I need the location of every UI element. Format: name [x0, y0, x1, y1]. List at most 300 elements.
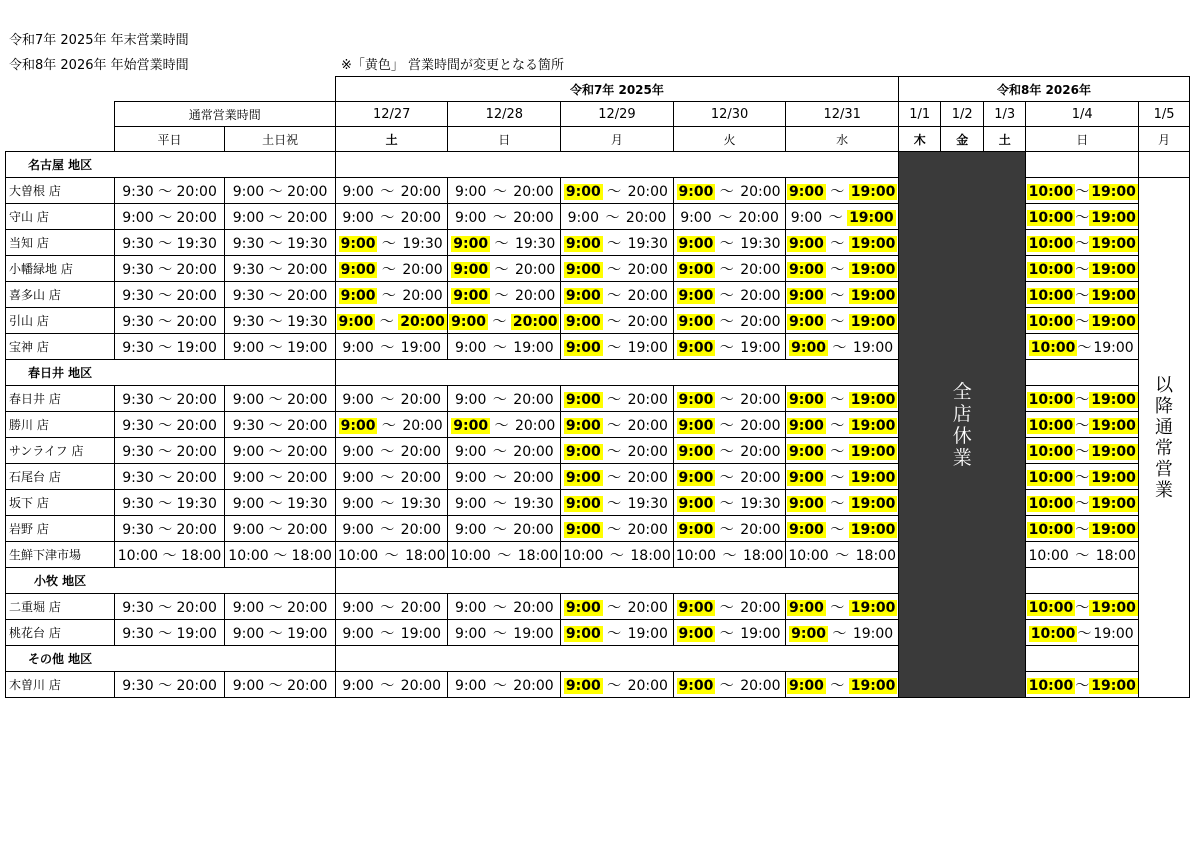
close-time: 19:00	[850, 417, 896, 434]
hours-cell	[786, 308, 899, 334]
separator: ～	[375, 313, 399, 330]
separator: ～	[830, 547, 854, 564]
title-new-year: 令和8年 2026年 年始営業時間	[9, 58, 189, 73]
hours-cell	[786, 204, 899, 230]
separator: ～	[1075, 443, 1090, 460]
open-time: 9:00	[453, 417, 489, 434]
hours-cell	[673, 412, 786, 438]
open-time: 10:00	[1028, 313, 1074, 330]
open-time: 9:00	[678, 443, 714, 460]
hours-cell	[1026, 334, 1139, 360]
open-time: 9:00	[454, 469, 487, 486]
hours-cell	[335, 464, 448, 490]
separator: ～	[715, 313, 739, 330]
hours-cell	[561, 230, 674, 256]
weekday-hours: 9:30 ～ 20:00	[114, 178, 225, 204]
open-time: 9:00	[342, 495, 374, 512]
hours-cell	[1026, 464, 1139, 490]
hours-cell	[786, 438, 899, 464]
separator: ～	[375, 183, 399, 200]
weekend-hours: 9:30 ～ 20:00	[225, 412, 336, 438]
open-time: 9:00	[340, 261, 376, 278]
separator: ～	[825, 391, 849, 408]
close-time: 19:00	[1091, 261, 1136, 278]
weekday-hours: 9:30 ～ 20:00	[114, 464, 225, 490]
close-time: 20:00	[513, 677, 554, 694]
separator: ～	[715, 521, 739, 538]
hours-cell	[561, 308, 674, 334]
separator: ～	[715, 677, 739, 694]
open-time: 9:00	[789, 235, 824, 252]
separator: ～	[602, 677, 626, 694]
close-time: 19:00	[850, 183, 896, 200]
separator: ～	[375, 469, 399, 486]
open-time: 9:00	[565, 495, 601, 512]
weekday-hours: 9:30 ～ 20:00	[114, 256, 225, 282]
hours-cell	[335, 542, 448, 568]
hours-cell	[673, 672, 786, 698]
separator: ～	[715, 339, 739, 356]
separator: ～	[827, 625, 851, 642]
open-time: 9:00	[565, 677, 601, 694]
open-time: 9:00	[678, 521, 714, 538]
separator: ～	[715, 235, 739, 252]
open-time: 10:00	[1028, 417, 1074, 434]
separator: ～	[715, 495, 739, 512]
close-time: 20:00	[740, 287, 781, 304]
hours-cell	[335, 516, 448, 542]
date-header: 1/5	[1139, 102, 1190, 127]
date-header: 12/27	[335, 102, 448, 127]
open-time: 9:00	[678, 313, 714, 330]
weekday-hours: 9:30 ～ 19:30	[114, 490, 225, 516]
closed-label: 全店休業	[952, 380, 972, 469]
hours-cell	[448, 412, 561, 438]
close-time: 20:00	[738, 209, 779, 226]
close-time: 19:00	[627, 339, 668, 356]
close-time: 19:00	[849, 209, 894, 226]
hours-cell	[1026, 386, 1139, 412]
close-time: 19:00	[1091, 209, 1136, 226]
hours-cell	[786, 594, 899, 620]
separator: ～	[488, 183, 512, 200]
weekend-hours: 9:00 ～ 19:00	[225, 620, 336, 646]
open-time: 9:00	[342, 443, 374, 460]
open-time: 9:00	[453, 287, 489, 304]
separator: ～	[375, 443, 399, 460]
separator: ～	[487, 313, 511, 330]
hours-cell	[1026, 672, 1139, 698]
weekend-hours: 9:00 ～ 20:00	[225, 464, 336, 490]
separator: ～	[375, 677, 399, 694]
separator: ～	[605, 547, 629, 564]
close-time: 20:00	[740, 417, 781, 434]
hours-cell	[335, 230, 448, 256]
separator: ～	[825, 495, 849, 512]
separator: ～	[488, 677, 512, 694]
open-time: 9:00	[338, 313, 374, 330]
separator: ～	[488, 521, 512, 538]
separator: ～	[602, 313, 626, 330]
hours-cell	[448, 256, 561, 282]
hours-cell	[673, 464, 786, 490]
weekday-header: 平日	[114, 127, 225, 152]
weekday-hours: 9:30 ～ 20:00	[114, 594, 225, 620]
open-time: 10:00	[1028, 391, 1074, 408]
close-time: 19:00	[1093, 339, 1134, 356]
close-time: 20:00	[400, 469, 442, 486]
close-time: 20:00	[513, 183, 554, 200]
separator: ～	[488, 599, 512, 616]
separator: ～	[375, 599, 399, 616]
close-time: 19:00	[1091, 443, 1136, 460]
close-time: 20:00	[627, 599, 668, 616]
open-time: 10:00	[788, 547, 829, 564]
open-time: 9:00	[789, 521, 824, 538]
hours-cell	[786, 412, 899, 438]
open-time: 10:00	[1028, 599, 1074, 616]
normal-hours-header: 通常営業時間	[114, 102, 335, 127]
hours-cell	[673, 282, 786, 308]
close-time: 19:00	[850, 391, 896, 408]
close-time: 20:00	[400, 313, 445, 330]
hours-cell	[561, 516, 674, 542]
separator: ～	[715, 417, 739, 434]
open-time: 9:00	[565, 469, 601, 486]
close-time: 20:00	[627, 677, 668, 694]
separator: ～	[490, 261, 513, 278]
close-time: 20:00	[513, 521, 554, 538]
open-time: 9:00	[342, 469, 374, 486]
hours-cell	[1026, 542, 1139, 568]
hours-cell	[448, 620, 561, 646]
hours-cell	[561, 386, 674, 412]
close-time: 19:00	[850, 235, 896, 252]
close-time: 19:00	[850, 261, 896, 278]
separator: ～	[375, 625, 399, 642]
store-name: 石尾台 店	[6, 464, 115, 490]
separator: ～	[602, 183, 626, 200]
open-time: 9:00	[454, 183, 487, 200]
separator: ～	[602, 339, 626, 356]
separator: ～	[488, 469, 512, 486]
hours-cell	[448, 386, 561, 412]
region-label: 春日井 地区	[6, 360, 336, 386]
hours-cell	[561, 178, 674, 204]
close-time: 20:00	[402, 261, 443, 278]
day-header: 土	[335, 127, 448, 152]
close-time: 20:00	[627, 183, 668, 200]
open-time: 9:00	[565, 417, 601, 434]
weekday-hours: 9:30 ～ 20:00	[114, 282, 225, 308]
year-2026-header: 令和8年 2026年	[898, 77, 1189, 102]
hours-cell	[673, 230, 786, 256]
close-time: 19:30	[514, 235, 556, 252]
close-time: 20:00	[740, 677, 781, 694]
weekend-hours: 9:00 ～ 20:00	[225, 516, 336, 542]
store-name: 喜多山 店	[6, 282, 115, 308]
open-time: 10:00	[1028, 495, 1074, 512]
open-time: 9:00	[789, 443, 824, 460]
close-time: 19:00	[1091, 521, 1136, 538]
open-time: 9:00	[342, 521, 374, 538]
separator: ～	[375, 209, 399, 226]
open-time: 10:00	[1028, 209, 1074, 226]
open-time: 9:00	[454, 391, 487, 408]
separator: ～	[490, 417, 513, 434]
separator: ～	[1075, 469, 1090, 486]
hours-cell	[561, 438, 674, 464]
close-time: 20:00	[400, 599, 442, 616]
separator: ～	[490, 235, 513, 252]
open-time: 9:00	[567, 209, 600, 226]
separator: ～	[601, 209, 624, 226]
hours-cell	[1026, 178, 1139, 204]
open-time: 9:00	[454, 625, 487, 642]
close-time: 20:00	[740, 443, 781, 460]
weekday-hours: 10:00 ～ 18:00	[114, 542, 225, 568]
store-name: 宝神 店	[6, 334, 115, 360]
weekend-hours: 9:00 ～ 19:00	[225, 334, 336, 360]
open-time: 10:00	[337, 547, 379, 564]
separator: ～	[488, 495, 512, 512]
close-time: 19:00	[1093, 625, 1134, 642]
close-time: 19:00	[852, 625, 894, 642]
close-time: 20:00	[627, 391, 668, 408]
hours-cell	[786, 490, 899, 516]
hours-cell	[448, 594, 561, 620]
store-name: 桃花台 店	[6, 620, 115, 646]
hours-cell	[335, 256, 448, 282]
open-time: 9:00	[678, 625, 714, 642]
separator: ～	[1075, 313, 1090, 330]
close-time: 18:00	[517, 547, 559, 564]
close-time: 20:00	[740, 261, 781, 278]
open-time: 10:00	[1030, 625, 1076, 642]
close-time: 20:00	[627, 261, 668, 278]
open-time: 9:00	[789, 313, 824, 330]
hours-cell	[1026, 412, 1139, 438]
separator: ～	[715, 599, 739, 616]
separator: ～	[488, 625, 512, 642]
hours-cell	[335, 490, 448, 516]
hours-cell	[561, 620, 674, 646]
close-time: 20:00	[627, 287, 668, 304]
highlight-note: ※「黄色」 営業時間が変更となる箇所	[341, 58, 565, 73]
close-time: 19:00	[1091, 677, 1136, 694]
hours-cell	[786, 542, 899, 568]
open-time: 9:00	[342, 599, 374, 616]
separator: ～	[602, 599, 626, 616]
close-time: 19:00	[513, 625, 554, 642]
open-time: 9:00	[454, 677, 487, 694]
open-time: 9:00	[678, 599, 714, 616]
separator: ～	[825, 183, 849, 200]
close-time: 18:00	[630, 547, 671, 564]
separator: ～	[602, 469, 626, 486]
separator: ～	[1075, 209, 1090, 226]
weekend-hours: 9:30 ～ 19:30	[225, 308, 336, 334]
open-time: 9:00	[453, 261, 489, 278]
hours-cell	[335, 594, 448, 620]
hours-cell	[1026, 256, 1139, 282]
open-time: 10:00	[450, 547, 491, 564]
open-time: 10:00	[1028, 235, 1074, 252]
close-time: 20:00	[402, 287, 443, 304]
open-time: 10:00	[1028, 521, 1074, 538]
open-time: 10:00	[1028, 547, 1069, 564]
hours-cell	[448, 516, 561, 542]
open-time: 9:00	[565, 261, 601, 278]
close-time: 20:00	[513, 469, 554, 486]
separator: ～	[1070, 547, 1094, 564]
close-time: 20:00	[627, 469, 668, 486]
open-time: 9:00	[565, 443, 601, 460]
open-time: 9:00	[789, 677, 824, 694]
hours-cell	[1026, 620, 1139, 646]
close-time: 19:00	[740, 339, 781, 356]
hours-cell	[673, 620, 786, 646]
date-header: 12/30	[673, 102, 786, 127]
open-time: 9:00	[678, 495, 714, 512]
open-time: 9:00	[678, 183, 714, 200]
hours-cell	[561, 282, 674, 308]
close-time: 19:00	[850, 469, 896, 486]
hours-cell	[448, 230, 561, 256]
separator: ～	[1075, 521, 1090, 538]
open-time: 9:00	[789, 469, 824, 486]
hours-cell	[335, 672, 448, 698]
date-header: 12/31	[786, 102, 899, 127]
hours-cell	[786, 386, 899, 412]
open-time: 9:00	[789, 183, 824, 200]
close-time: 20:00	[513, 599, 554, 616]
hours-cell	[786, 256, 899, 282]
hours-cell	[448, 282, 561, 308]
day-header: 金	[941, 127, 983, 152]
hours-cell	[786, 516, 899, 542]
hours-cell	[448, 542, 561, 568]
close-time: 20:00	[402, 417, 443, 434]
region-label: 名古屋 地区	[6, 152, 336, 178]
separator: ～	[824, 209, 848, 226]
hours-cell	[673, 438, 786, 464]
day-header: 日	[448, 127, 561, 152]
close-time: 20:00	[400, 521, 442, 538]
close-time: 19:00	[1091, 313, 1136, 330]
close-time: 20:00	[514, 261, 556, 278]
hours-cell	[673, 256, 786, 282]
close-time: 19:00	[850, 599, 896, 616]
hours-cell	[1026, 516, 1139, 542]
hours-cell	[561, 672, 674, 698]
close-time: 19:00	[627, 625, 668, 642]
open-time: 10:00	[563, 547, 604, 564]
close-time: 20:00	[514, 287, 556, 304]
date-header: 1/1	[898, 102, 940, 127]
region-label: 小牧 地区	[6, 568, 336, 594]
separator: ～	[377, 417, 401, 434]
weekend-hours: 9:00 ～ 20:00	[225, 594, 336, 620]
open-time: 10:00	[1028, 469, 1074, 486]
hours-cell	[335, 204, 448, 230]
separator: ～	[1075, 391, 1090, 408]
open-time: 10:00	[1028, 287, 1074, 304]
close-time: 20:00	[627, 417, 668, 434]
close-time: 20:00	[512, 313, 558, 330]
hours-cell	[786, 230, 899, 256]
close-time: 20:00	[740, 313, 781, 330]
close-time: 19:00	[850, 443, 896, 460]
open-time: 10:00	[1028, 261, 1074, 278]
hours-cell	[561, 464, 674, 490]
open-time: 9:00	[454, 209, 487, 226]
hours-cell	[786, 464, 899, 490]
close-time: 20:00	[740, 599, 781, 616]
weekday-hours: 9:30 ～ 20:00	[114, 412, 225, 438]
separator: ～	[488, 443, 512, 460]
separator: ～	[825, 469, 849, 486]
close-time: 18:00	[743, 547, 784, 564]
open-time: 9:00	[565, 339, 601, 356]
separator: ～	[825, 677, 849, 694]
separator: ～	[715, 183, 739, 200]
open-time: 9:00	[340, 235, 376, 252]
all-stores-closed	[898, 152, 1025, 698]
open-time: 9:00	[453, 235, 489, 252]
store-name: 小幡緑地 店	[6, 256, 115, 282]
close-time: 19:30	[513, 495, 554, 512]
separator: ～	[718, 547, 741, 564]
close-time: 19:00	[852, 339, 894, 356]
weekday-hours: 9:30 ～ 20:00	[114, 672, 225, 698]
open-time: 9:00	[342, 625, 374, 642]
open-time: 9:00	[565, 313, 601, 330]
close-time: 20:00	[513, 209, 554, 226]
open-time: 9:00	[789, 417, 824, 434]
weekend-hours: 9:00 ～ 20:00	[225, 178, 336, 204]
hours-cell	[673, 516, 786, 542]
open-time: 9:00	[454, 339, 487, 356]
weekday-hours: 9:30 ～ 20:00	[114, 516, 225, 542]
separator: ～	[1077, 625, 1092, 642]
separator: ～	[1075, 495, 1090, 512]
weekend-header: 土日祝	[225, 127, 336, 152]
close-time: 18:00	[1095, 547, 1137, 564]
store-name: 守山 店	[6, 204, 115, 230]
open-time: 9:00	[678, 469, 714, 486]
open-time: 9:00	[678, 391, 714, 408]
hours-cell	[448, 464, 561, 490]
store-name: 勝川 店	[6, 412, 115, 438]
close-time: 19:00	[850, 677, 896, 694]
separator: ～	[825, 287, 849, 304]
separator: ～	[375, 391, 399, 408]
hours-cell	[786, 620, 899, 646]
hours-cell	[335, 386, 448, 412]
separator: ～	[602, 261, 626, 278]
close-time: 19:30	[627, 235, 668, 252]
separator: ～	[377, 261, 401, 278]
separator: ～	[1075, 261, 1090, 278]
close-time: 19:00	[1091, 287, 1136, 304]
weekend-hours: 9:00 ～ 19:30	[225, 490, 336, 516]
separator: ～	[377, 287, 401, 304]
separator: ～	[713, 209, 737, 226]
close-time: 19:30	[740, 495, 781, 512]
separator: ～	[492, 547, 516, 564]
close-time: 19:00	[1091, 469, 1136, 486]
